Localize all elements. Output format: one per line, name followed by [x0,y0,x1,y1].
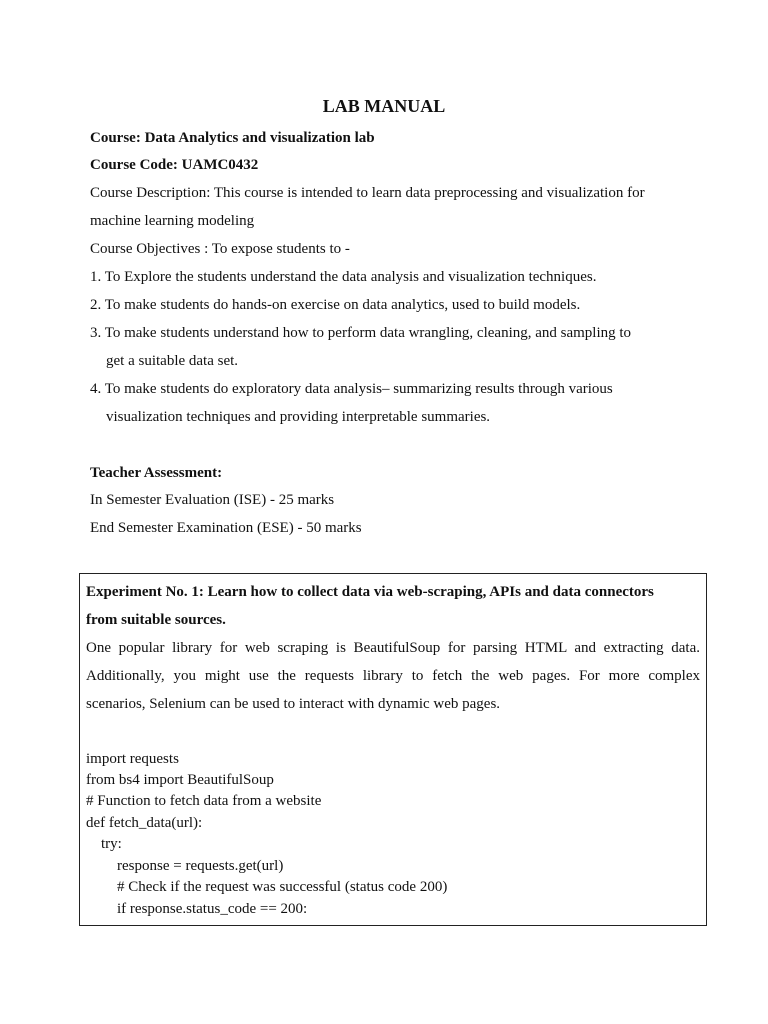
code-line: response = requests.get(url) [117,858,284,874]
code-line: # Check if the request was successful (status code 200) [117,879,448,895]
objective-item-continuation: visualization techniques and providing interpretable summaries. [106,409,491,425]
assessment-item: In Semester Evaluation (ISE) - 25 marks [90,492,335,508]
objective-item: 2. To make students do hands-on exercise on data analytics, used to build models. [90,297,581,313]
experiment-paragraph-line: One popular library for web scraping is BeautifulSoup for parsing HTML and extracting data. [86,640,700,656]
experiment-heading-continuation: from suitable sources. [86,612,226,628]
code-line: try: [101,836,122,852]
document-title: LAB MANUAL [322,96,446,116]
course-code: Course Code: UAMC0432 [90,157,259,173]
objective-item: 1. To Explore the students understand the data analysis and visualization techniques. [90,269,597,285]
experiment-box [79,573,707,926]
course-description-line: machine learning modeling [90,213,255,229]
assessment-item: End Semester Examination (ESE) - 50 marks [90,520,362,536]
experiment-heading: Experiment No. 1: Learn how to collect data via web-scraping, APIs and data connectors [86,584,654,600]
objective-item: 3. To make students understand how to perform data wrangling, cleaning, and sampling to [90,325,632,341]
experiment-paragraph-line: scenarios, Selenium can be used to interact with dynamic web pages. [86,696,501,712]
code-line: from bs4 import BeautifulSoup [86,772,274,788]
code-line: def fetch_data(url): [86,815,203,831]
assessment-heading: Teacher Assessment: [90,465,223,481]
course-name: Course: Data Analytics and visualization lab [90,130,375,146]
code-line: # Function to fetch data from a website [86,793,322,809]
code-line: if response.status_code == 200: [117,901,308,917]
objective-item-continuation: get a suitable data set. [106,353,239,369]
objective-item: 4. To make students do exploratory data analysis– summarizing results through various [90,381,613,397]
course-description-line: Course Description: This course is intended to learn data preprocessing and visualization for [90,185,645,201]
objectives-heading: Course Objectives : To expose students to - [90,241,350,257]
code-line: import requests [86,751,179,767]
experiment-paragraph-line: Additionally, you might use the requests library to fetch the web pages. For more complex [86,668,700,684]
